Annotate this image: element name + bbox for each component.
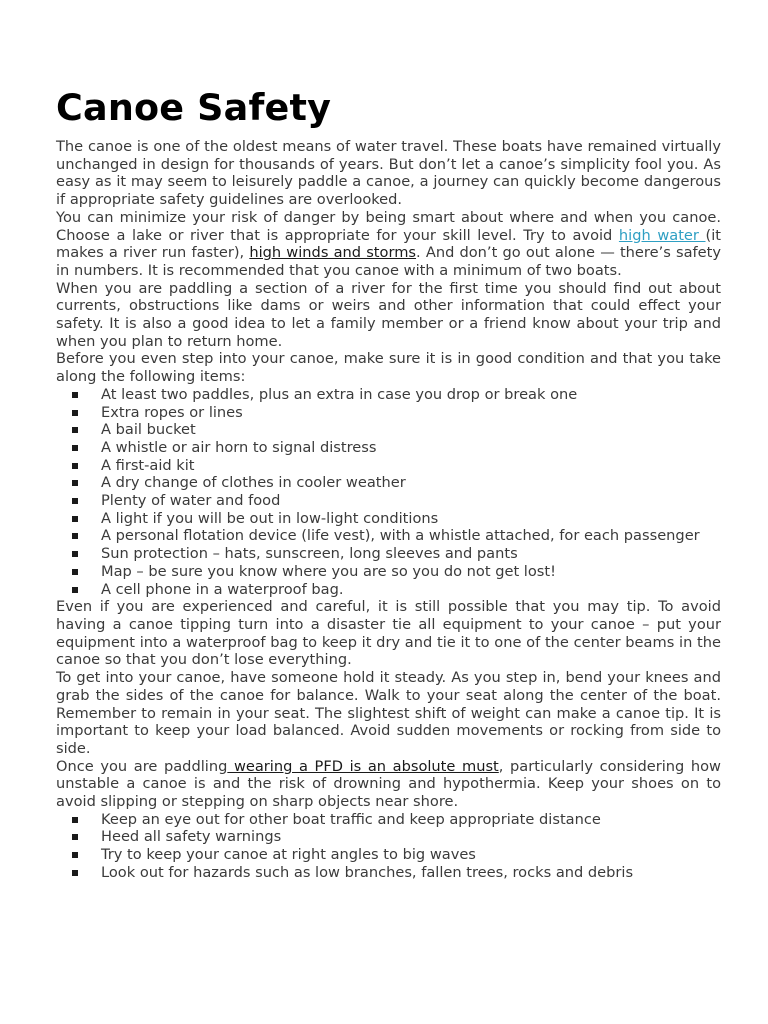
square-bullet-icon (72, 834, 78, 840)
list-item-text: Look out for hazards such as low branches, fallen trees, rocks and debris (101, 863, 634, 881)
boarding-paragraph: To get into your canoe, have someone hold it steady. As you step in, bend your knees and grab the sides of the canoe for balance. Walk to your seat along the center of the boat. Remember to remain in your seat. The slightest shift of weight can make a canoe tip. It is important to keep your load balanced. Avoid sudden movements or rocking from side to side. (56, 669, 721, 757)
list-item-text: At least two paddles, plus an extra in case you drop or break one (101, 385, 578, 403)
pfd-paragraph (56, 758, 721, 811)
location-text-end: . And don’t go out alone — there’s safety in numbers. It is recommended that you canoe with a minimum of two boats. (56, 244, 721, 279)
list-item-text: Extra ropes or lines (101, 403, 243, 421)
list-item-text: Heed all safety warnings (101, 828, 282, 846)
list-item (56, 457, 721, 475)
list-item (56, 581, 721, 599)
square-bullet-icon (72, 551, 78, 557)
list-item-text: A whistle or air horn to signal distress (101, 438, 377, 456)
square-bullet-icon (72, 870, 78, 876)
square-bullet-icon (72, 852, 78, 858)
list-item (56, 386, 721, 404)
list-item-text: A light if you will be out in low-light conditions (101, 509, 439, 527)
location-text-start: You can minimize your risk of danger by being smart about where and when you canoe. Choose a lake or river that is appropriate for your skill level. Try to avoid (56, 208, 721, 244)
river-paragraph: When you are paddling a section of a river for the first time you should find out about currents, obstructions like dams or weirs and other information that could effect your safety. It is also a good idea to let a family member or a friend know about your trip and when you plan to return home. (56, 279, 721, 350)
equipment-list (56, 386, 721, 598)
list-item-text: Sun protection – hats, sunscreen, long sleeves and pants (101, 545, 518, 563)
list-item-text: Map – be sure you know where you are so you do not get lost! (101, 562, 556, 580)
square-bullet-icon (72, 392, 78, 398)
page-title: Canoe Safety (56, 86, 332, 129)
list-item (56, 828, 721, 846)
list-item (56, 404, 721, 422)
list-item (56, 510, 721, 528)
intro-paragraph: The canoe is one of the oldest means of water travel. These boats have remained virtually unchanged in design for thousands of years. But don’t let a canoe’s simplicity fool you. As easy as it may seem to leisurely paddle a canoe, a journey can quickly become dangerous if appropriate safety guidelines are overlooked. (56, 138, 721, 209)
location-text-middle: (it makes a river run faster), (56, 226, 721, 262)
on-water-tips-list (56, 811, 721, 882)
list-item-text: A first-aid kit (101, 456, 195, 474)
list-item (56, 421, 721, 439)
square-bullet-icon (72, 410, 78, 416)
square-bullet-icon (72, 463, 78, 469)
square-bullet-icon (72, 498, 78, 504)
high-winds-link[interactable]: high winds and storms (249, 244, 417, 262)
list-item-text: A personal flotation device (life vest), with a whistle attached, for each passenger (101, 527, 700, 545)
square-bullet-icon (72, 817, 78, 823)
list-item-text: Keep an eye out for other boat traffic and keep appropriate distance (101, 810, 601, 828)
list-item (56, 811, 721, 829)
checklist-intro-paragraph: Before you even step into your canoe, make sure it is in good condition and that you take along the following items: (56, 350, 721, 386)
pfd-text-end: , particularly considering how unstable a canoe is and the risk of drowning and hypothermia. Keep your shoes on to avoid slipping or stepping on sharp objects near shore. (56, 757, 721, 811)
square-bullet-icon (72, 533, 78, 539)
location-paragraph (56, 209, 721, 280)
list-item-text: Plenty of water and food (101, 492, 281, 510)
list-item-text: A dry change of clothes in cooler weather (101, 474, 406, 492)
square-bullet-icon (72, 427, 78, 433)
tipping-paragraph: Even if you are experienced and careful, it is still possible that you may tip. To avoid having a canoe tipping turn into a disaster tie all equipment to your canoe – put your equipment into a waterproof bag to keep it dry and tie it to one of the center beams in the canoe so that you don’t lose everything. (56, 598, 721, 669)
list-item-text: A bail bucket (101, 421, 196, 439)
square-bullet-icon (72, 480, 78, 486)
list-item-text: A cell phone in a waterproof bag. (101, 580, 344, 598)
list-item (56, 864, 721, 882)
list-item (56, 563, 721, 581)
pfd-link[interactable]: wearing a PFD is an absolute must (227, 757, 499, 775)
high-water-link[interactable]: high water (618, 226, 706, 244)
square-bullet-icon (72, 569, 78, 575)
list-item-text: Try to keep your canoe at right angles to big waves (101, 846, 476, 864)
square-bullet-icon (72, 445, 78, 451)
square-bullet-icon (72, 516, 78, 522)
list-item (56, 527, 721, 545)
list-item (56, 846, 721, 864)
list-item (56, 474, 721, 492)
list-item (56, 492, 721, 510)
document-page (56, 84, 721, 882)
pfd-text-start: Once you are paddling (56, 757, 228, 775)
list-item (56, 545, 721, 563)
square-bullet-icon (72, 587, 78, 593)
list-item (56, 439, 721, 457)
